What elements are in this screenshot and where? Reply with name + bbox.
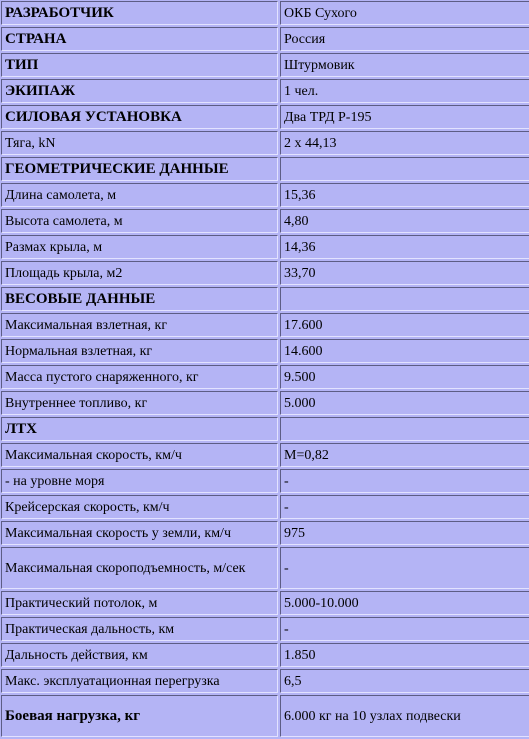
- spec-value: 6,5: [280, 669, 529, 693]
- spec-label: Максимальная скороподъемность, м/сек: [1, 547, 278, 589]
- spec-value: [280, 287, 529, 311]
- spec-value: 1 чел.: [280, 79, 529, 103]
- spec-label: Тяга, kN: [1, 131, 278, 155]
- specifications-table-body: [1, 1, 529, 737]
- spec-row: [1, 521, 529, 545]
- spec-row: [1, 183, 529, 207]
- section-row: [1, 27, 529, 51]
- section-row: [1, 53, 529, 77]
- spec-value: 6.000 кг на 10 узлах подвески: [280, 695, 529, 737]
- spec-value: 1.850: [280, 643, 529, 667]
- spec-row: [1, 443, 529, 467]
- spec-value: -: [280, 495, 529, 519]
- spec-row: [1, 391, 529, 415]
- spec-value: [280, 157, 529, 181]
- spec-value: Два ТРД Р-195: [280, 105, 529, 129]
- spec-value: 14,36: [280, 235, 529, 259]
- spec-label: Площадь крыла, м2: [1, 261, 278, 285]
- spec-value: 33,70: [280, 261, 529, 285]
- section-row: [1, 287, 529, 311]
- spec-row: [1, 643, 529, 667]
- spec-value: М=0,82: [280, 443, 529, 467]
- spec-label: Максимальная взлетная, кг: [1, 313, 278, 337]
- spec-label: Крейсерская скорость, км/ч: [1, 495, 278, 519]
- spec-label: Длина самолета, м: [1, 183, 278, 207]
- section-label: СИЛОВАЯ УСТАНОВКА: [1, 105, 278, 129]
- spec-label: Максимальная скорость у земли, км/ч: [1, 521, 278, 545]
- spec-value: -: [280, 547, 529, 589]
- spec-row: [1, 669, 529, 693]
- spec-label: - на уровне моря: [1, 469, 278, 493]
- section-label: РАЗРАБОТЧИК: [1, 1, 278, 25]
- spec-row: [1, 469, 529, 493]
- section-label: ГЕОМЕТРИЧЕСКИЕ ДАННЫЕ: [1, 157, 278, 181]
- spec-value: 5.000-10.000: [280, 591, 529, 615]
- spec-row: [1, 313, 529, 337]
- section-label: ТИП: [1, 53, 278, 77]
- spec-value: 9.500: [280, 365, 529, 389]
- spec-label: Высота самолета, м: [1, 209, 278, 233]
- spec-value: 5.000: [280, 391, 529, 415]
- spec-label: Масса пустого снаряженного, кг: [1, 365, 278, 389]
- section-row: [1, 695, 529, 737]
- spec-value: 15,36: [280, 183, 529, 207]
- spec-row: [1, 495, 529, 519]
- section-row: [1, 157, 529, 181]
- spec-value: Штурмовик: [280, 53, 529, 77]
- section-row: [1, 79, 529, 103]
- section-row: [1, 105, 529, 129]
- section-label: СТРАНА: [1, 27, 278, 51]
- spec-label: Дальность действия, км: [1, 643, 278, 667]
- spec-value: -: [280, 617, 529, 641]
- section-row: [1, 1, 529, 25]
- spec-value: Россия: [280, 27, 529, 51]
- spec-label: Внутреннее топливо, кг: [1, 391, 278, 415]
- spec-row: [1, 365, 529, 389]
- spec-label: Макс. эксплуатационная перегрузка: [1, 669, 278, 693]
- spec-value: -: [280, 469, 529, 493]
- spec-label: Практическая дальность, км: [1, 617, 278, 641]
- spec-label: Нормальная взлетная, кг: [1, 339, 278, 363]
- spec-row: [1, 235, 529, 259]
- spec-value: [280, 417, 529, 441]
- spec-row: [1, 131, 529, 155]
- spec-row: [1, 547, 529, 589]
- spec-value: ОКБ Сухого: [280, 1, 529, 25]
- spec-label: Размах крыла, м: [1, 235, 278, 259]
- section-label: ВЕСОВЫЕ ДАННЫЕ: [1, 287, 278, 311]
- spec-row: [1, 617, 529, 641]
- spec-row: [1, 339, 529, 363]
- section-row: [1, 417, 529, 441]
- spec-label: Максимальная скорость, км/ч: [1, 443, 278, 467]
- spec-row: [1, 591, 529, 615]
- spec-label: Практический потолок, м: [1, 591, 278, 615]
- spec-value: 17.600: [280, 313, 529, 337]
- spec-value: 2 х 44,13: [280, 131, 529, 155]
- spec-row: [1, 209, 529, 233]
- section-label: Боевая нагрузка, кг: [1, 695, 278, 737]
- spec-value: 4,80: [280, 209, 529, 233]
- spec-row: [1, 261, 529, 285]
- section-label: ЛТХ: [1, 417, 278, 441]
- section-label: ЭКИПАЖ: [1, 79, 278, 103]
- spec-value: 975: [280, 521, 529, 545]
- spec-value: 14.600: [280, 339, 529, 363]
